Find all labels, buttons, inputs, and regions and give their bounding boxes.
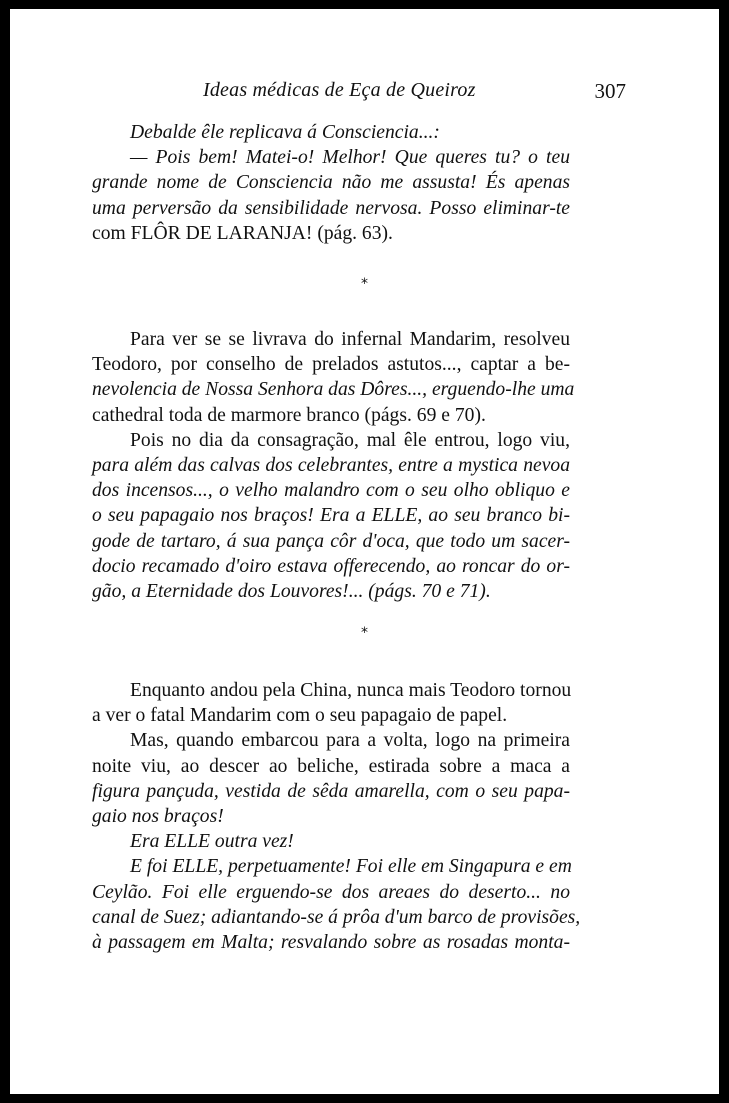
text-line: para além das calvas dos celebrantes, entre a mystica nevoa — [92, 454, 570, 476]
text-line: Debalde êle replicava á Consciencia...: — [130, 122, 440, 143]
text-line: grande nome de Consciencia não me assusta! És apenas — [92, 172, 570, 194]
text-line: dos incensos..., o velho malandro com o seu olho obliquo e — [92, 480, 570, 502]
text-line: figura pançuda, vestida de sêda amarella, com o seu papa- — [92, 780, 570, 802]
section-separator-asterisk: * — [361, 625, 368, 641]
text-line: o seu papagaio nos braços! Era a ELLE, ao seu branco bi- — [92, 505, 570, 527]
text-line: Teodoro, por conselho de prelados astutos..., captar a be- — [92, 354, 570, 376]
book-page — [10, 9, 719, 1094]
page-number: 307 — [594, 79, 626, 103]
paragraph-block-1 — [92, 120, 570, 246]
text-line: Era ELLE outra vez! — [130, 831, 294, 853]
text-line: Pois no dia da consagração, mal êle entrou, logo viu, — [130, 429, 570, 451]
text-line: noite viu, ao descer ao beliche, estirada sobre a maca a — [92, 755, 570, 777]
text-line: com FLÔR DE LARANJA! (pág. 63). — [92, 222, 393, 244]
text-line: Ceylão. Foi elle erguendo-se dos areaes do deserto... no — [92, 881, 570, 903]
text-line: uma perversão da sensibilidade nervosa. Posso eliminar-te — [92, 197, 570, 219]
text-line: gaio nos braços! — [92, 805, 224, 827]
running-head-title: Ideas médicas de Eça de Queiroz — [203, 79, 476, 101]
text-line: a ver o fatal Mandarim com o seu papagaio de papel. — [92, 705, 508, 727]
running-head — [70, 79, 626, 107]
text-line: cathedral toda de marmore branco (págs. 69 e 70). — [92, 404, 486, 426]
text-line: Para ver se se livrava do infernal Mandarim, resolveu — [130, 329, 570, 350]
text-line: Mas, quando embarcou para a volta, logo na primeira — [130, 730, 570, 752]
text-line: gode de tartaro, á sua pança côr d'oca, que todo um sacer- — [92, 530, 570, 552]
text-line: à passagem em Malta; resvalando sobre as rosadas monta- — [92, 931, 570, 953]
text-line: — Pois bem! Matei-o! Melhor! Que queres tu? o teu — [130, 147, 570, 169]
section-separator-asterisk: * — [361, 276, 368, 292]
paragraph-block-3 — [92, 678, 581, 955]
paragraph-block-2 — [92, 327, 575, 604]
text-line: canal de Suez; adiantando-se á prôa d'um barco de provisões, — [92, 906, 581, 928]
text-line: Enquanto andou pela China, nunca mais Teodoro tornou — [130, 680, 572, 701]
text-line: gão, a Eternidade dos Louvores!... (págs. 70 e 71). — [92, 580, 491, 602]
text-line: docio recamado d'oiro estava offerecendo, ao roncar do or- — [92, 555, 570, 577]
text-line: nevolencia de Nossa Senhora das Dôres..., erguendo-lhe uma — [92, 379, 575, 401]
text-line: E foi ELLE, perpetuamente! Foi elle em Singapura e em — [130, 856, 572, 878]
